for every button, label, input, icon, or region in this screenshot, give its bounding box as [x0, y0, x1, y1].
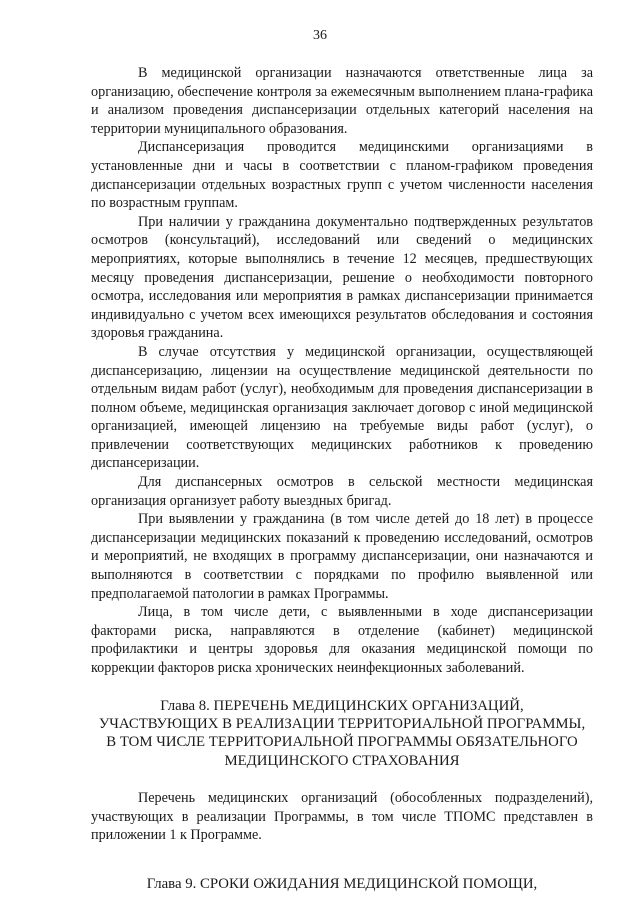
page-number: 36: [313, 28, 327, 43]
paragraph-previous-results: При наличии у гражданина документально подтвержденных результатов осмотров (консультаций), исследований или сведений о медицинских мероприятиях, которые выполнялись в течение 12 месяцев, предшествующих месяцу проведения диспансеризации, решение о необходимости повторного осмотра, исследования или мероприятия в рамках диспансеризации принимается индивидуально с учетом всех имеющихся результатов обследования и состояния здоровья гражданина.: [91, 213, 593, 342]
document-body: [91, 64, 593, 893]
paragraph-rural-brigades: Для диспансерных осмотров в сельской местности медицинская организация организует работу выездных бригад.: [91, 474, 593, 509]
chapter-8-text: Перечень медицинских организаций (обособленных подразделений), участвующих в реализации Программы, в том числе ТПОМС представлен в приложении 1 к Программе.: [91, 790, 593, 844]
chapter-8-heading: [91, 697, 593, 771]
chapter-8-heading-line: Глава 8. ПЕРЕЧЕНЬ МЕДИЦИНСКИХ ОРГАНИЗАЦИЙ,: [160, 697, 524, 714]
chapter-8-heading-line: МЕДИЦИНСКОГО СТРАХОВАНИЯ: [224, 752, 460, 769]
paragraph-medical-indications: При выявлении у гражданина (в том числе детей до 18 лет) в процессе диспансеризации медицинских показаний к проведению исследований, осмотров и мероприятий, не входящих в программу диспансеризации, они назначаются и выполняются в соответствии с порядками по профилю выявленной или предполагаемой патологии в рамках Программы.: [91, 511, 593, 602]
paragraph-license: В случае отсутствия у медицинской организации, осуществляющей диспансеризацию, лицензии на осуществление медицинской деятельности по отдельным видам работ (услуг), необходимым для проведения диспансеризации в полном объеме, медицинская организация заключает договор с иной медицинской организацией, имеющей лицензию на требуемые виды работ (услуг), о привлечении соответствующих медицинских работников к проведению диспансеризации.: [91, 343, 593, 472]
chapter-8-heading-line: В ТОМ ЧИСЛЕ ТЕРРИТОРИАЛЬНОЙ ПРОГРАММЫ ОБЯЗАТЕЛЬНОГО: [106, 734, 578, 751]
chapter-9-heading: [91, 875, 593, 893]
paragraph-responsible-persons: В медицинской организации назначаются ответственные лица за организацию, обеспечение контроля за ежемесячным выполнением плана-графика и анализом проведения диспансеризации отдельных категорий населения на территории муниципального образования.: [91, 65, 593, 137]
chapter-9-heading-line: Глава 9. СРОКИ ОЖИДАНИЯ МЕДИЦИНСКОЙ ПОМОЩИ,: [146, 876, 538, 892]
chapter-8-heading-line: УЧАСТВУЮЩИХ В РЕАЛИЗАЦИИ ТЕРРИТОРИАЛЬНОЙ ПРОГРАММЫ,: [98, 716, 586, 732]
paragraph-schedule: Диспансеризация проводится медицинскими организациями в установленные дни и часы в соответствии с планом-графиком проведения диспансеризации отдельных возрастных групп с учетом численности населения по возрастным группам.: [91, 139, 593, 212]
paragraph-risk-factors: Лица, в том числе дети, с выявленными в ходе диспансеризации факторами риска, направляются в отделение (кабинет) медицинской профилактики и центры здоровья для оказания медицинской помощи по коррекции факторов риска хронических неинфекционных заболеваний.: [91, 604, 593, 676]
